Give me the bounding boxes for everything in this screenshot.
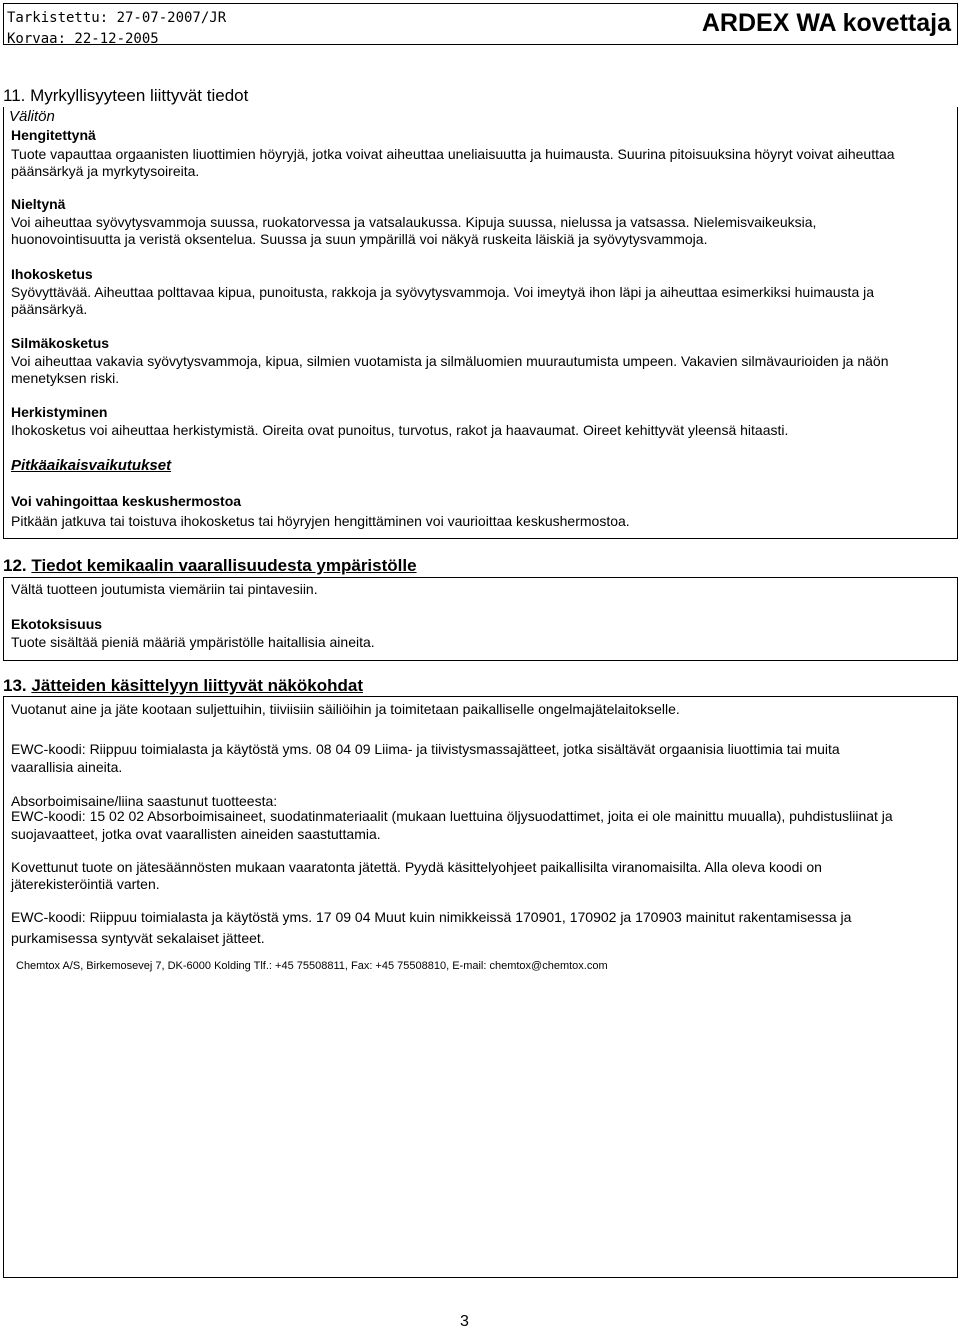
eye-text-2: menetyksen riski.	[11, 370, 120, 386]
section-13-box	[3, 696, 958, 1278]
sensitization-title: Herkistyminen	[11, 404, 108, 420]
cns-title: Voi vahingoittaa keskushermostoa	[11, 493, 242, 509]
skin-text-2: päänsärkyä.	[11, 301, 88, 317]
s12-line-1: Vältä tuotteen joutumista viemäriin tai pintavesiin.	[11, 581, 318, 597]
s13-p4-1: Kovettunut tuote on jätesäännösten mukaan vaaratonta jätettä. Pyydä käsittelyohjeet paikallisilta viranomaisilta. Alla oleva koodi on	[11, 859, 822, 875]
swallowed-title: Nieltynä	[11, 196, 66, 212]
replaces-date: Korvaa: 22-12-2005	[7, 31, 159, 47]
s13-p3-title: Absorboimisaine/liina saastunut tuotteesta:	[11, 793, 278, 809]
ecotox-text: Tuote sisältää pieniä määriä ympäristölle haitallisia aineita.	[11, 634, 375, 650]
section-12-heading	[3, 556, 417, 576]
s13-p1: Vuotanut aine ja jäte kootaan suljettuihin, tiiviisiin säiliöihin ja toimitetaan paikalliselle ongelmajätelaitokselle.	[11, 701, 680, 717]
sensitization-text: Ihokosketus voi aiheuttaa herkistymistä. Oireita ovat punoitus, turvotus, rakot ja haavaumat. Oireet kehittyvät yleensä hitaasti.	[11, 422, 789, 438]
document-header	[3, 3, 958, 45]
section-13-number: 13.	[3, 676, 27, 695]
header-meta	[7, 8, 226, 50]
checked-date: Tarkistettu: 27-07-2007/JR	[7, 10, 227, 26]
immediate-label: Välitön	[9, 108, 55, 125]
inhaled-title: Hengitettynä	[11, 127, 96, 143]
cns-text: Pitkään jatkuva tai toistuva ihokosketus tai höyryjen hengittäminen voi vaurioittaa keskushermostoa.	[11, 513, 630, 529]
eye-text-1: Voi aiheuttaa vakavia syövytysvammoja, kipua, silmien vuotamista ja silmäluomien muurautumista umpeen. Vakavien silmävaurioiden ja näön	[11, 353, 889, 369]
s13-p4-2: jäterekisteröintiä varten.	[11, 876, 160, 892]
ecotox-title: Ekotoksisuus	[11, 616, 103, 632]
s13-p2-1: EWC-koodi: Riippuu toimialasta ja käytöstä yms. 08 04 09 Liima- ja tiivistysmassajätteet, jotka sisältävät orgaanisia liuottimia tai muita	[11, 741, 840, 757]
swallowed-text-1: Voi aiheuttaa syövytysvammoja suussa, ruokatorvessa ja vatsalaukussa. Kipuja suussa, nielussa ja vatsassa. Nielemisvaikeuksia,	[11, 214, 817, 230]
inhaled-text-1: Tuote vapauttaa orgaanisten liuottimien höyryjä, jotka voivat aiheuttaa uneliaisuutta ja huimausta. Suurina pitoisuuksina höyryt voivat aiheuttaa	[11, 146, 895, 162]
s13-p2-2: vaarallisia aineita.	[11, 759, 123, 775]
skin-text-1: Syövyttävää. Aiheuttaa polttavaa kipua, punoitusta, rakkoja ja syövytysvammoja. Voi imeytyä ihon läpi ja aiheuttaa esimerkiksi huimausta ja	[11, 284, 875, 300]
s13-p3-2: suojavaatteet, jotka ovat vaarallisten aineiden saastuttamia.	[11, 826, 381, 842]
skin-title: Ihokosketus	[11, 266, 93, 282]
page-number: 3	[460, 1313, 469, 1330]
swallowed-text-2: huonovointisuutta ja veristä oksentelua. Suussa ja suun ympärillä voi näkyä ruskeita läiskiä ja syövytysvammoja.	[11, 231, 708, 247]
section-12-number: 12.	[3, 556, 27, 575]
section-12-title: Tiedot kemikaalin vaarallisuudesta ympäristölle	[31, 556, 417, 575]
section-11-heading: 11. Myrkyllisyyteen liittyvät tiedot	[3, 86, 249, 105]
product-title: ARDEX WA kovettaja	[701, 9, 951, 37]
section-13-title: Jätteiden käsittelyyn liittyvät näkökohdat	[31, 676, 363, 695]
company-footer: Chemtox A/S, Birkemosevej 7, DK-6000 Kolding Tlf.: +45 75508811, Fax: +45 75508810, E-mail: chemtox@chemtox.com	[16, 960, 608, 972]
longterm-heading: Pitkäaikaisvaikutukset	[11, 457, 172, 474]
inhaled-text-2: päänsärkyä ja myrkytysoireita.	[11, 163, 200, 179]
s13-p5-1: EWC-koodi: Riippuu toimialasta ja käytöstä yms. 17 09 04 Muut kuin nimikkeissä 170901, 170902 ja 170903 mainitut rakentamisessa ja	[11, 909, 852, 925]
s13-p3-1: EWC-koodi: 15 02 02 Absorboimisaineet, suodatinmateriaalit (mukaan luettuina öljysuodattimet, joita ei ole mainittu muualla), puhdistusliinat ja	[11, 808, 893, 824]
section-13-heading	[3, 676, 363, 696]
eye-title: Silmäkosketus	[11, 335, 110, 351]
s13-p5-2: purkamisessa syntyvät sekalaiset jätteet.	[11, 930, 265, 946]
